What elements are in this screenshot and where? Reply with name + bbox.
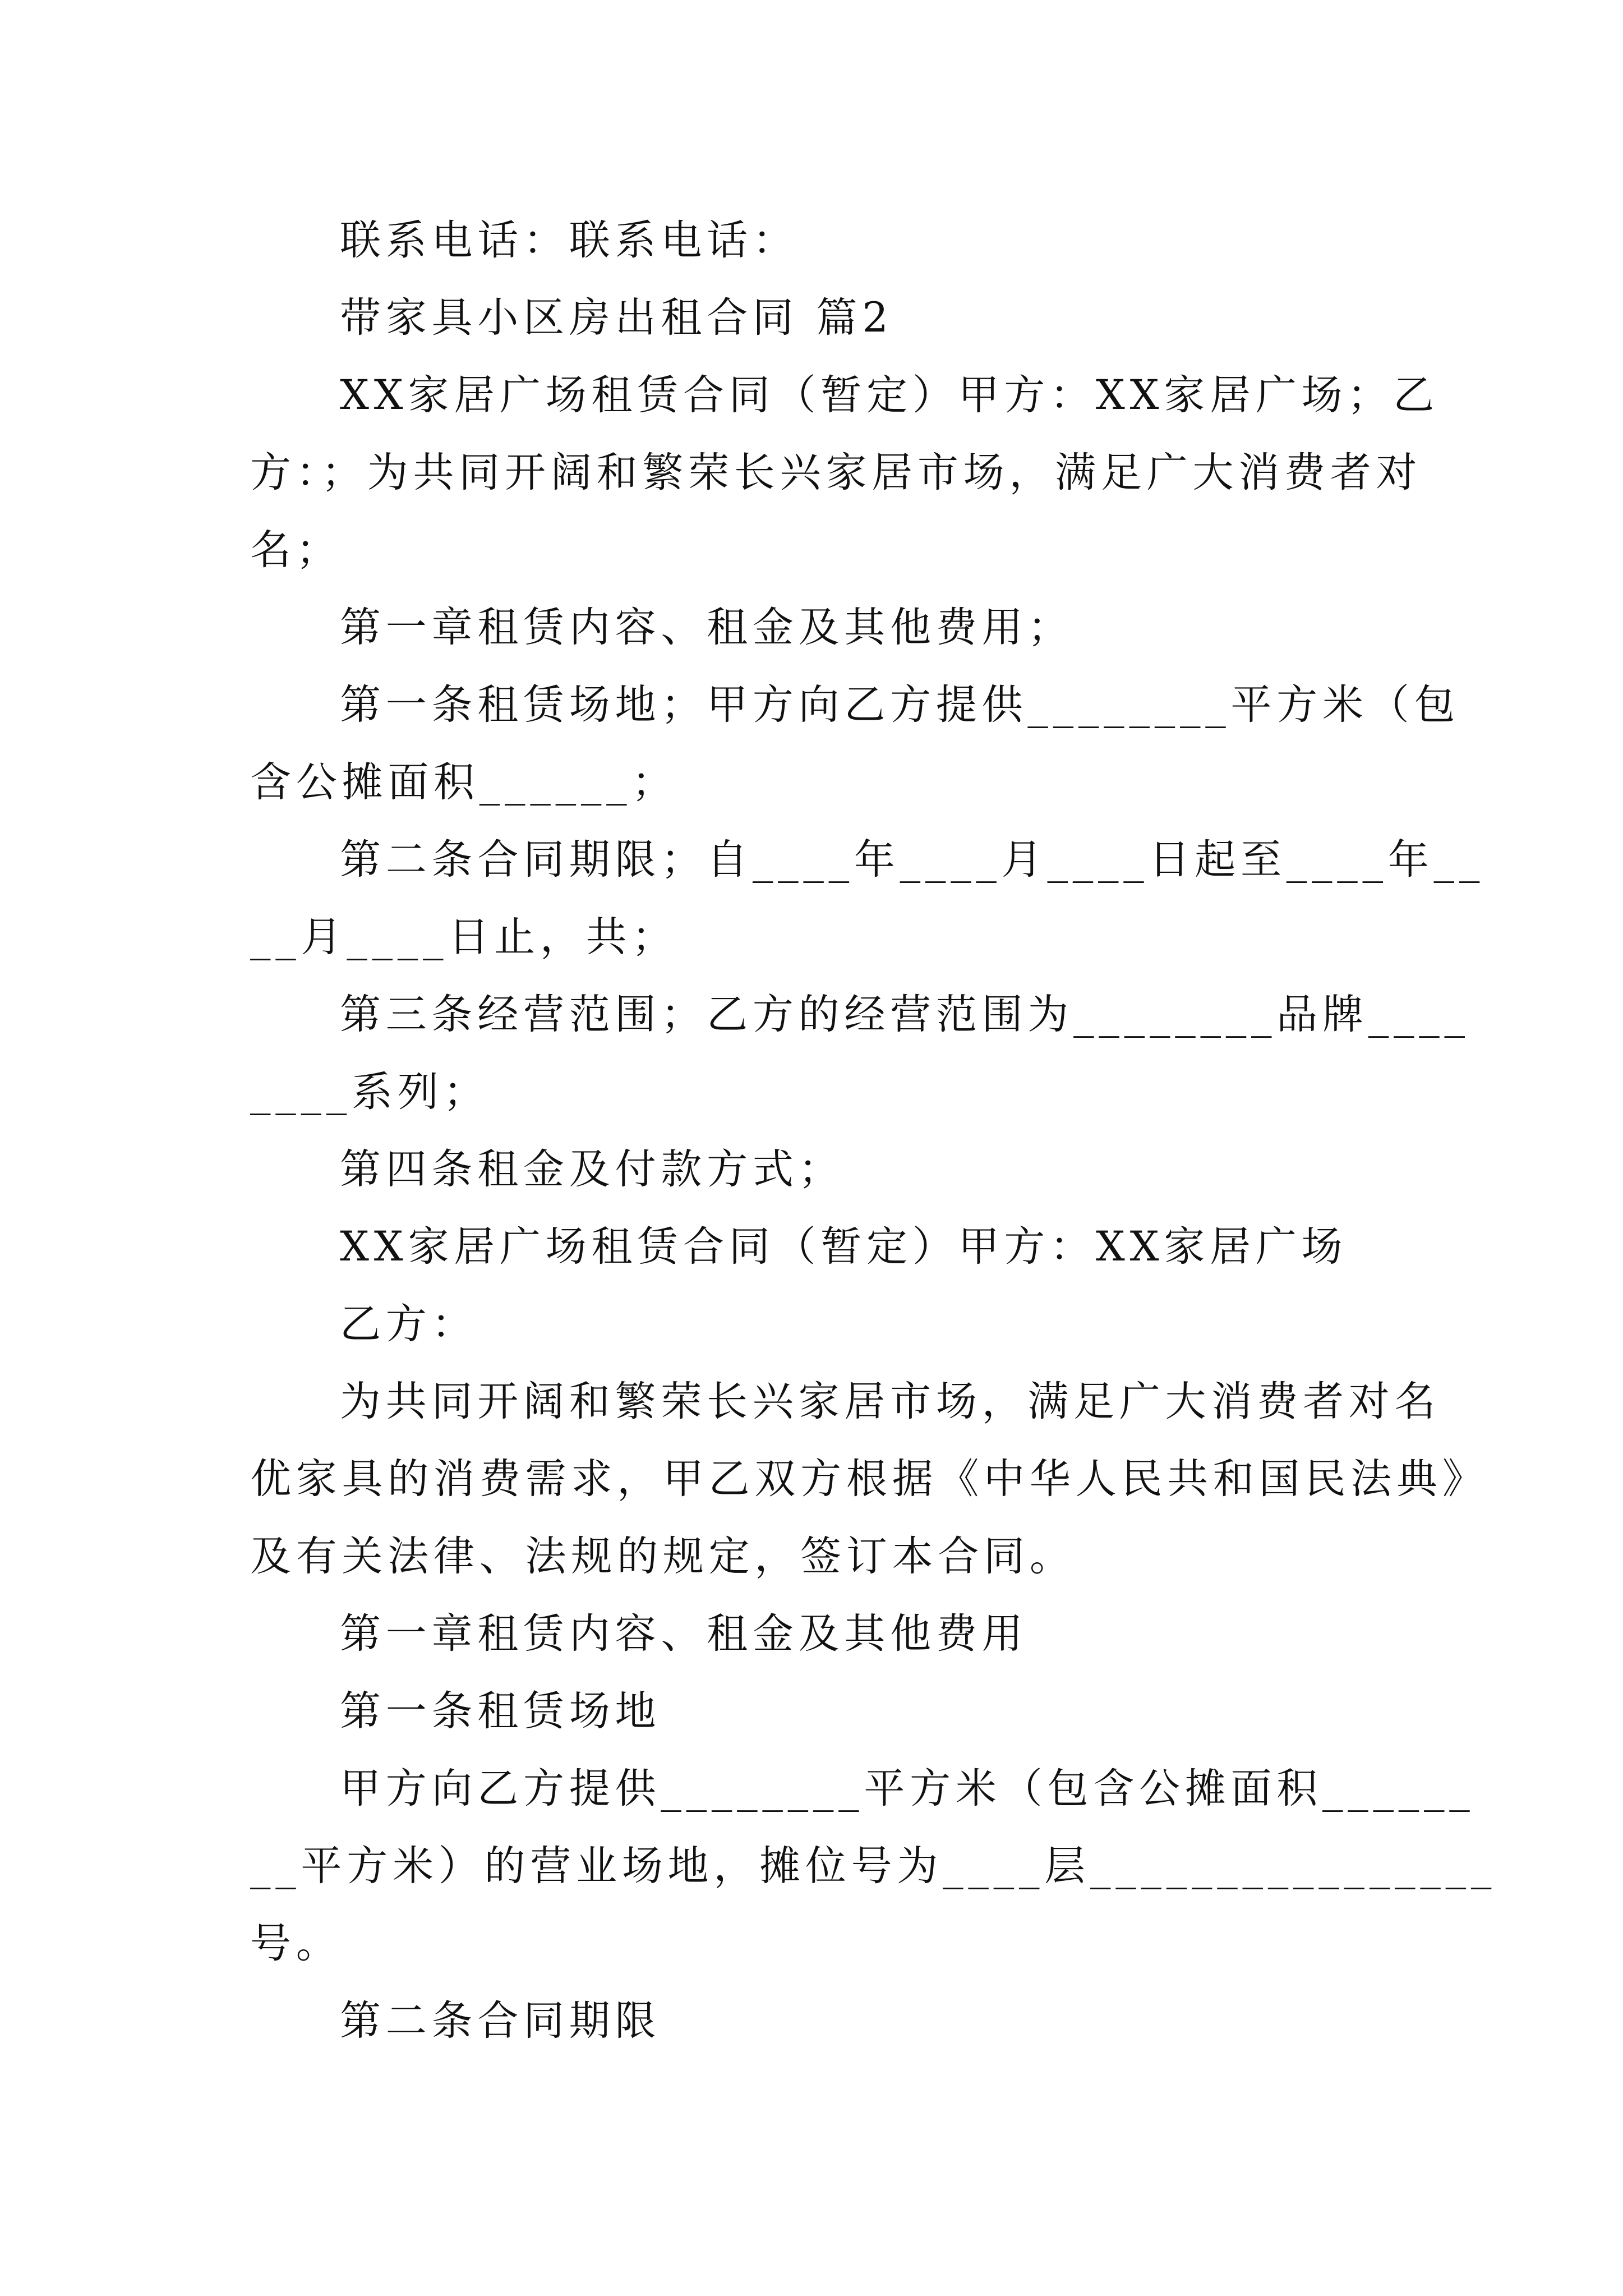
text-line: 号。 [250, 1920, 342, 1967]
document-body [250, 202, 1497, 2060]
text-line: __月____日止，共； [250, 913, 678, 961]
text-line: 名； [250, 526, 342, 574]
text-line: __平方米）的营业场地，摊位号为____层________________ [250, 1842, 1497, 1890]
text-line: 及有关法律、法规的规定，签订本合同。 [250, 1533, 1076, 1580]
text-line: 第三条经营范围；乙方的经营范围为________品牌____ [340, 991, 1470, 1038]
text-line: 联系电话：联系电话： [340, 217, 799, 264]
chapter-heading: 第一章租赁内容、租金及其他费用 [340, 1610, 1028, 1658]
chapter-heading: 第一章租赁内容、租金及其他费用； [340, 604, 1074, 651]
text-line: 为共同开阔和繁荣长兴家居市场，满足广大消费者对名 [340, 1378, 1441, 1425]
text-line: 含公摊面积______； [250, 758, 678, 806]
article-heading: 第一条租赁场地 [340, 1687, 661, 1735]
text-line: XX家居广场租赁合同（暂定）甲方：XX家居广场 [340, 1223, 1348, 1271]
text-line: 第四条租金及付款方式； [340, 1145, 845, 1193]
text-line: 优家具的消费需求，甲乙双方根据《中华人民共和国民法典》 [250, 1455, 1488, 1503]
text-line: ____系列； [250, 1068, 490, 1116]
section-heading: 带家具小区房出租合同 篇2 [340, 294, 893, 342]
text-line: 甲方向乙方提供________平方米（包含公摊面积______ [340, 1765, 1475, 1812]
text-line: 第二条合同期限；自____年____月____日起至____年__ [340, 836, 1485, 884]
text-line: 第一条租赁场地；甲方向乙方提供________平方米（包 [340, 681, 1460, 729]
text-line: XX家居广场租赁合同（暂定）甲方：XX家居广场；乙 [340, 371, 1439, 419]
text-line: 乙方： [340, 1300, 478, 1348]
text-line: 方：；为共同开阔和繁荣长兴家居市场，满足广大消费者对 [250, 449, 1422, 496]
article-heading: 第二条合同期限 [340, 1997, 661, 2045]
